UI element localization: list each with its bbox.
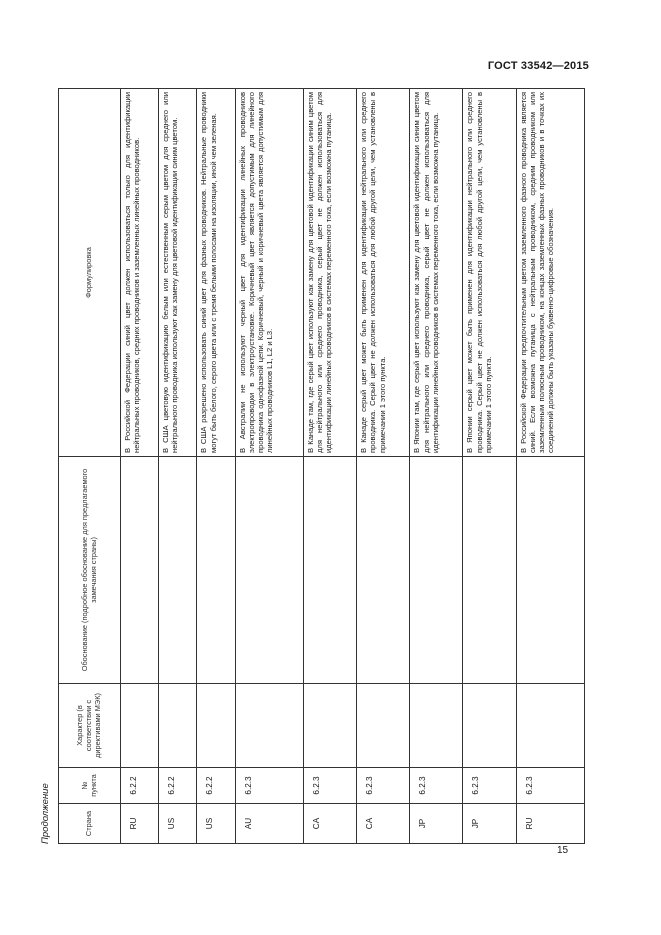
cell-justification <box>159 457 197 684</box>
table-row <box>159 89 197 844</box>
cell-character <box>121 684 159 768</box>
cell-formulation: В США цветовую идентификацию белым или естественным серым цветом для среднего или нейтрального проводника используют как замену для цветовой идентификации синим цветом. <box>159 89 197 457</box>
table-row <box>235 89 303 844</box>
cell-character <box>410 684 463 768</box>
rotated-table-area <box>40 89 585 844</box>
cell-justification <box>121 457 159 684</box>
cell-justification <box>197 457 235 684</box>
cell-country: CA <box>303 804 356 844</box>
header-justification: Обоснование (подробное обоснование для предлагаемого замечания страны) <box>59 457 121 684</box>
cell-formulation: В Японии там, где серый цвет используют как замену для цветовой идентификации синим цветом для нейтрального или среднего проводника, серый цвет не должен использоваться для идентификации линейных проводников в системах переменного тока, если возможна путаница. <box>410 89 463 457</box>
cell-country: JP <box>463 804 516 844</box>
cell-country: AU <box>235 804 303 844</box>
table-row <box>357 89 410 844</box>
cell-character <box>303 684 356 768</box>
header-character: Характер (в соответствии с директивами МЭК) <box>59 684 121 768</box>
cell-item: 6.2.2 <box>159 768 197 804</box>
cell-justification <box>516 457 584 684</box>
table-row <box>463 89 516 844</box>
header-item: № пункта <box>59 768 121 804</box>
cell-item: 6.2.3 <box>235 768 303 804</box>
cell-formulation: В США разрешено использовать синий цвет для фазных проводников. Нейтральные проводники могут быть белого, серого цвета или с тремя белыми полосами на изоляции, иной чем зеленая. <box>197 89 235 457</box>
cell-country: RU <box>516 804 584 844</box>
cell-character <box>463 684 516 768</box>
cell-country: JP <box>410 804 463 844</box>
cell-item: 6.2.2 <box>197 768 235 804</box>
table-row <box>121 89 159 844</box>
cell-formulation: В Канаде там, где серый цвет используют как замену для цветовой идентификации синим цветом для нейтрального или среднего проводника, серый цвет не должен использоваться для идентификации линейных проводников в системах переменного тока, если возможна путаница. <box>303 89 356 457</box>
page-number: 15 <box>557 845 569 856</box>
cell-justification <box>303 457 356 684</box>
document-code: ГОСТ 33542—2015 <box>487 60 589 72</box>
cell-character <box>235 684 303 768</box>
cell-justification <box>463 457 516 684</box>
cell-formulation: В Австралии не используют черный цвет для идентификации линейных проводников электропроводки в электроустановке. Коричневый цвет является допустимым для линейного проводника однофазной цепи. Коричневый, черный и коричневый цвета является допустимым для линейных проводников L1, L2 и L3. <box>235 89 303 457</box>
cell-item: 6.2.3 <box>357 768 410 804</box>
table-row <box>197 89 235 844</box>
cell-formulation: В Российской Федерации синий цвет должен использоваться только для идентификации нейтральных проводников, средних проводников и заземленных линейных проводников. <box>121 89 159 457</box>
cell-justification <box>357 457 410 684</box>
cell-item: 6.2.3 <box>410 768 463 804</box>
cell-country: CA <box>357 804 410 844</box>
cell-character <box>516 684 584 768</box>
table-row <box>303 89 356 844</box>
header-formulation: Формулировка <box>59 89 121 457</box>
comments-table <box>58 88 585 844</box>
cell-item: 6.2.3 <box>463 768 516 804</box>
cell-item: 6.2.3 <box>516 768 584 804</box>
cell-formulation: В Японии серый цвет может быть применен для идентификации нейтрального или среднего проводника. Серый цвет не должен использоваться для любой другой цели, чем установлены в примечании 1 этого пункта. <box>463 89 516 457</box>
cell-justification <box>410 457 463 684</box>
cell-justification <box>235 457 303 684</box>
cell-country: US <box>197 804 235 844</box>
table-row <box>410 89 463 844</box>
cell-character <box>357 684 410 768</box>
header-country: Страна <box>59 804 121 844</box>
cell-item: 6.2.3 <box>303 768 356 804</box>
table-landscape <box>40 89 585 844</box>
cell-formulation: В Канаде серый цвет может быть применен для идентификации нейтрального или среднего проводника. Серый цвет не должен использоваться для любой другой цели, чем установлены в примечании 1 этого пункта. <box>357 89 410 457</box>
cell-item: 6.2.2 <box>121 768 159 804</box>
table-header-row <box>59 89 121 844</box>
cell-formulation: В Российской Федерации предпочтительным цветом заземленного фазного проводника является синий. Если возможна путаница с нейтральным проводником, средним проводником или заземленным полюсным проводником, на концах заземленных фазных проводников и в точках их соединений должны быть указаны буквенно-цифровые обозначения. <box>516 89 584 457</box>
cell-character <box>159 684 197 768</box>
cell-character <box>197 684 235 768</box>
table-row <box>516 89 584 844</box>
continuation-label: Продолжение <box>40 783 51 844</box>
cell-country: RU <box>121 804 159 844</box>
cell-country: US <box>159 804 197 844</box>
